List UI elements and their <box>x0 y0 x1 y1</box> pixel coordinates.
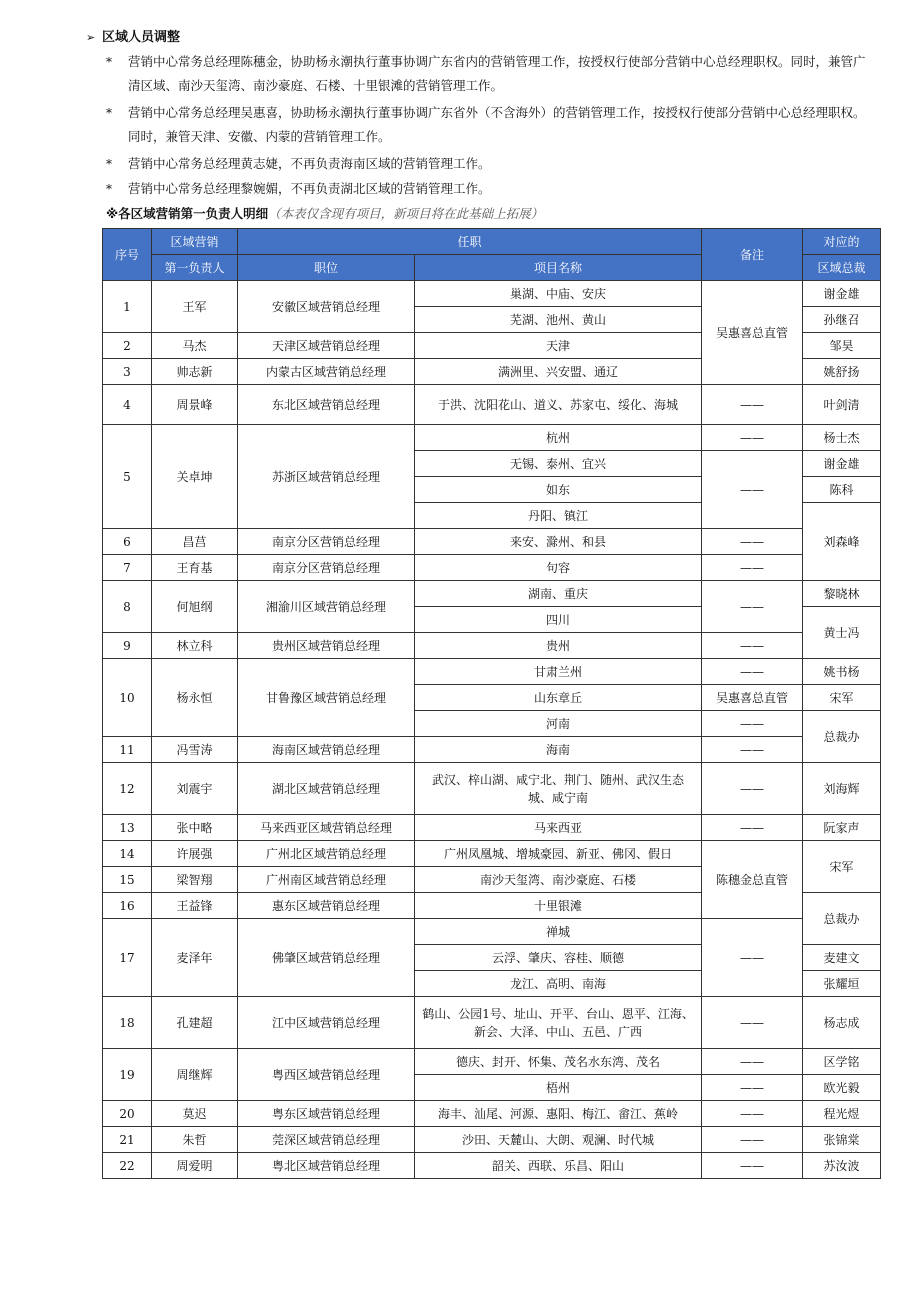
cell-remark: —— <box>702 815 803 841</box>
cell-remark: —— <box>702 425 803 451</box>
cell-project: 海南 <box>415 737 702 763</box>
cell-position: 海南区域营销总经理 <box>238 737 415 763</box>
cell-project: 云浮、肇庆、容桂、顺德 <box>415 945 702 971</box>
bullet-item <box>106 101 876 149</box>
cell-president: 谢金雄 <box>803 281 881 307</box>
cell-position: 南京分区营销总经理 <box>238 529 415 555</box>
header-person-line2: 第一负责人 <box>152 255 238 281</box>
cell-remark: —— <box>702 711 803 737</box>
cell-project: 韶关、西联、乐昌、阳山 <box>415 1153 702 1179</box>
cell-name: 王益锋 <box>152 893 238 919</box>
table-row <box>103 385 881 425</box>
cell-project: 来安、滁州、和县 <box>415 529 702 555</box>
header-no: 序号 <box>103 229 152 281</box>
cell-name: 梁智翔 <box>152 867 238 893</box>
cell-name: 昌莒 <box>152 529 238 555</box>
cell-no: 10 <box>103 659 152 737</box>
arrow-bullet-icon: ➢ <box>86 31 96 44</box>
bullet-item <box>106 50 876 98</box>
cell-president: 杨志成 <box>803 997 881 1049</box>
cell-remark: —— <box>702 1127 803 1153</box>
cell-name: 周景峰 <box>152 385 238 425</box>
cell-remark: 吴惠喜总直管 <box>702 685 803 711</box>
cell-remark: —— <box>702 1101 803 1127</box>
cell-position: 南京分区营销总经理 <box>238 555 415 581</box>
bullet-text: 营销中心常务总经理陈穗金，协助杨永潮执行董事协调广东省内的营销管理工作，按授权行使部分营销中心总经理职权。同时，兼管广清区域、南沙天玺湾、南沙豪庭、石楼、十里银滩的营销管理工作。 <box>128 54 866 93</box>
cell-president: 阮家声 <box>803 815 881 841</box>
cell-position: 莞深区域营销总经理 <box>238 1127 415 1153</box>
asterisk-icon: * <box>106 157 112 171</box>
cell-name: 帅志新 <box>152 359 238 385</box>
cell-remark: —— <box>702 1153 803 1179</box>
cell-no: 17 <box>103 919 152 997</box>
cell-position: 贵州区域营销总经理 <box>238 633 415 659</box>
cell-position: 粤北区域营销总经理 <box>238 1153 415 1179</box>
cell-name: 何旭纲 <box>152 581 238 633</box>
cell-remark: —— <box>702 1075 803 1101</box>
cell-no: 2 <box>103 333 152 359</box>
table-row <box>103 763 881 815</box>
cell-remark: —— <box>702 633 803 659</box>
cell-position: 粤东区域营销总经理 <box>238 1101 415 1127</box>
cell-project: 天津 <box>415 333 702 359</box>
cell-project: 河南 <box>415 711 702 737</box>
cell-president: 张耀垣 <box>803 971 881 997</box>
cell-project: 南沙天玺湾、南沙豪庭、石楼 <box>415 867 702 893</box>
cell-project: 句容 <box>415 555 702 581</box>
cell-name: 刘震宇 <box>152 763 238 815</box>
cell-position: 粤西区域营销总经理 <box>238 1049 415 1101</box>
header-position: 职位 <box>238 255 415 281</box>
cell-project: 贵州 <box>415 633 702 659</box>
cell-no: 21 <box>103 1127 152 1153</box>
cell-president: 宋军 <box>803 685 881 711</box>
bullet-item <box>106 152 876 176</box>
cell-project: 武汉、梓山湖、咸宁北、荆门、随州、武汉生态城、咸宁南 <box>415 763 702 815</box>
cell-remark: —— <box>702 1049 803 1075</box>
header-person-line1: 区域营销 <box>152 229 238 255</box>
bullet-item <box>106 177 876 201</box>
cell-no: 15 <box>103 867 152 893</box>
header-president-line2: 区域总裁 <box>803 255 881 281</box>
cell-president: 姚舒扬 <box>803 359 881 385</box>
cell-no: 12 <box>103 763 152 815</box>
cell-no: 4 <box>103 385 152 425</box>
cell-position: 湖北区域营销总经理 <box>238 763 415 815</box>
cell-name: 关卓坤 <box>152 425 238 529</box>
cell-project: 无锡、泰州、宜兴 <box>415 451 702 477</box>
cell-remark: —— <box>702 529 803 555</box>
cell-no: 20 <box>103 1101 152 1127</box>
table-row <box>103 581 881 607</box>
table-row <box>103 659 881 685</box>
table-row <box>103 555 881 581</box>
cell-no: 13 <box>103 815 152 841</box>
cell-position: 广州北区域营销总经理 <box>238 841 415 867</box>
cell-project: 湖南、重庆 <box>415 581 702 607</box>
table-row <box>103 281 881 307</box>
cell-remark: —— <box>702 997 803 1049</box>
table-row <box>103 1101 881 1127</box>
cell-no: 5 <box>103 425 152 529</box>
table-row <box>103 737 881 763</box>
cell-remark: —— <box>702 451 803 529</box>
cell-no: 6 <box>103 529 152 555</box>
cell-president: 总裁办 <box>803 711 881 763</box>
cell-no: 11 <box>103 737 152 763</box>
cell-project: 沙田、天麓山、大朗、观澜、时代城 <box>415 1127 702 1153</box>
table-row <box>103 425 881 451</box>
cell-name: 王军 <box>152 281 238 333</box>
cell-project: 满洲里、兴安盟、通辽 <box>415 359 702 385</box>
cell-president: 陈科 <box>803 477 881 503</box>
cell-president: 邹昊 <box>803 333 881 359</box>
cell-project: 巢湖、中庙、安庆 <box>415 281 702 307</box>
header-project: 项目名称 <box>415 255 702 281</box>
cell-position: 广州南区域营销总经理 <box>238 867 415 893</box>
cell-remark: 吴惠喜总直管 <box>702 281 803 385</box>
cell-project: 丹阳、镇江 <box>415 503 702 529</box>
cell-president: 叶剑清 <box>803 385 881 425</box>
cell-no: 8 <box>103 581 152 633</box>
cell-position: 苏浙区域营销总经理 <box>238 425 415 529</box>
bullet-text: 营销中心常务总经理吴惠喜，协助杨永潮执行董事协调广东省外（不含海外）的营销管理工作，按授权行使部分营销中心总经理职权。同时，兼管天津、安徽、内蒙的营销管理工作。 <box>128 105 866 144</box>
cell-president: 麦建文 <box>803 945 881 971</box>
cell-president: 程光煜 <box>803 1101 881 1127</box>
cell-president: 宋军 <box>803 841 881 893</box>
cell-remark: 陈穗金总直管 <box>702 841 803 919</box>
cell-position: 安徽区域营销总经理 <box>238 281 415 333</box>
cell-no: 18 <box>103 997 152 1049</box>
cell-project: 广州凤凰城、增城豪园、新亚、佛冈、假日 <box>415 841 702 867</box>
cell-project: 龙江、高明、南海 <box>415 971 702 997</box>
cell-president: 苏汝波 <box>803 1153 881 1179</box>
cell-name: 冯雪涛 <box>152 737 238 763</box>
cell-project: 梧州 <box>415 1075 702 1101</box>
cell-president: 谢金雄 <box>803 451 881 477</box>
cell-name: 孔建超 <box>152 997 238 1049</box>
cell-president: 张锦棠 <box>803 1127 881 1153</box>
cell-project: 甘肃兰州 <box>415 659 702 685</box>
cell-no: 9 <box>103 633 152 659</box>
table-row <box>103 1127 881 1153</box>
cell-president: 欧光毅 <box>803 1075 881 1101</box>
table-row <box>103 997 881 1049</box>
cell-remark: —— <box>702 659 803 685</box>
cell-no: 1 <box>103 281 152 333</box>
cell-position: 湘渝川区域营销总经理 <box>238 581 415 633</box>
cell-position: 甘鲁豫区域营销总经理 <box>238 659 415 737</box>
cell-president: 孙继召 <box>803 307 881 333</box>
bullet-text: 营销中心常务总经理黎婉媚，不再负责湖北区域的营销管理工作。 <box>128 181 491 196</box>
cell-project: 山东章丘 <box>415 685 702 711</box>
table-header-row <box>103 229 881 255</box>
cell-project: 四川 <box>415 607 702 633</box>
cell-name: 周爱明 <box>152 1153 238 1179</box>
section-title-text: 区域人员调整 <box>102 30 181 45</box>
cell-remark: —— <box>702 555 803 581</box>
table-row <box>103 841 881 867</box>
cell-position: 江中区域营销总经理 <box>238 997 415 1049</box>
table-row <box>103 1153 881 1179</box>
asterisk-icon: * <box>106 55 112 69</box>
cell-name: 朱哲 <box>152 1127 238 1153</box>
cell-name: 林立科 <box>152 633 238 659</box>
cell-president: 杨士杰 <box>803 425 881 451</box>
cell-project: 德庆、封开、怀集、茂名水东湾、茂名 <box>415 1049 702 1075</box>
cell-name: 麦泽年 <box>152 919 238 997</box>
cell-position: 惠东区域营销总经理 <box>238 893 415 919</box>
cell-position: 天津区域营销总经理 <box>238 333 415 359</box>
cell-project: 十里银滩 <box>415 893 702 919</box>
table-row <box>103 633 881 659</box>
asterisk-icon: * <box>106 106 112 120</box>
cell-project: 如东 <box>415 477 702 503</box>
cell-president: 区学铭 <box>803 1049 881 1075</box>
cell-president: 黄士冯 <box>803 607 881 659</box>
cell-president: 总裁办 <box>803 893 881 945</box>
cell-no: 22 <box>103 1153 152 1179</box>
cell-remark: —— <box>702 581 803 633</box>
cell-name: 马杰 <box>152 333 238 359</box>
header-office: 任职 <box>238 229 702 255</box>
cell-remark: —— <box>702 385 803 425</box>
cell-project: 马来西亚 <box>415 815 702 841</box>
bullet-text: 营销中心常务总经理黄志婕，不再负责海南区域的营销管理工作。 <box>128 156 491 171</box>
cell-no: 3 <box>103 359 152 385</box>
cell-name: 许展强 <box>152 841 238 867</box>
cell-project: 芜湖、池州、黄山 <box>415 307 702 333</box>
cell-name: 周继辉 <box>152 1049 238 1101</box>
cell-name: 杨永恒 <box>152 659 238 737</box>
cell-project: 海丰、汕尾、河源、惠阳、梅江、畲江、蕉岭 <box>415 1101 702 1127</box>
table-title <box>106 204 543 222</box>
cell-remark: —— <box>702 763 803 815</box>
section-title <box>86 26 180 45</box>
asterisk-icon: * <box>106 182 112 196</box>
cell-president: 黎晓林 <box>803 581 881 607</box>
cell-president: 刘森峰 <box>803 503 881 581</box>
cell-position: 佛肇区域营销总经理 <box>238 919 415 997</box>
table-row <box>103 815 881 841</box>
cell-position: 马来西亚区域营销总经理 <box>238 815 415 841</box>
cell-remark: —— <box>702 919 803 997</box>
cell-no: 7 <box>103 555 152 581</box>
cell-position: 东北区域营销总经理 <box>238 385 415 425</box>
cell-name: 张中略 <box>152 815 238 841</box>
table-row <box>103 919 881 945</box>
cell-president: 姚书杨 <box>803 659 881 685</box>
header-president-line1: 对应的 <box>803 229 881 255</box>
header-remark: 备注 <box>702 229 803 281</box>
cell-name: 王育基 <box>152 555 238 581</box>
cell-no: 14 <box>103 841 152 867</box>
cell-project: 于洪、沈阳花山、道义、苏家屯、绥化、海城 <box>415 385 702 425</box>
cell-no: 19 <box>103 1049 152 1101</box>
table-title-note: （本表仅含现有项目，新项目将在此基础上拓展） <box>268 206 544 221</box>
cell-project: 鹤山、公园1号、址山、开平、台山、恩平、江海、新会、大泽、中山、五邑、广西 <box>415 997 702 1049</box>
table-row <box>103 1049 881 1075</box>
responsibility-table <box>102 228 881 1179</box>
cell-name: 莫迟 <box>152 1101 238 1127</box>
cell-project: 禅城 <box>415 919 702 945</box>
cell-position: 内蒙古区域营销总经理 <box>238 359 415 385</box>
table-title-text: ※各区域营销第一负责人明细 <box>106 206 269 221</box>
cell-remark: —— <box>702 737 803 763</box>
cell-president: 刘海辉 <box>803 763 881 815</box>
cell-no: 16 <box>103 893 152 919</box>
table-row <box>103 529 881 555</box>
cell-project: 杭州 <box>415 425 702 451</box>
